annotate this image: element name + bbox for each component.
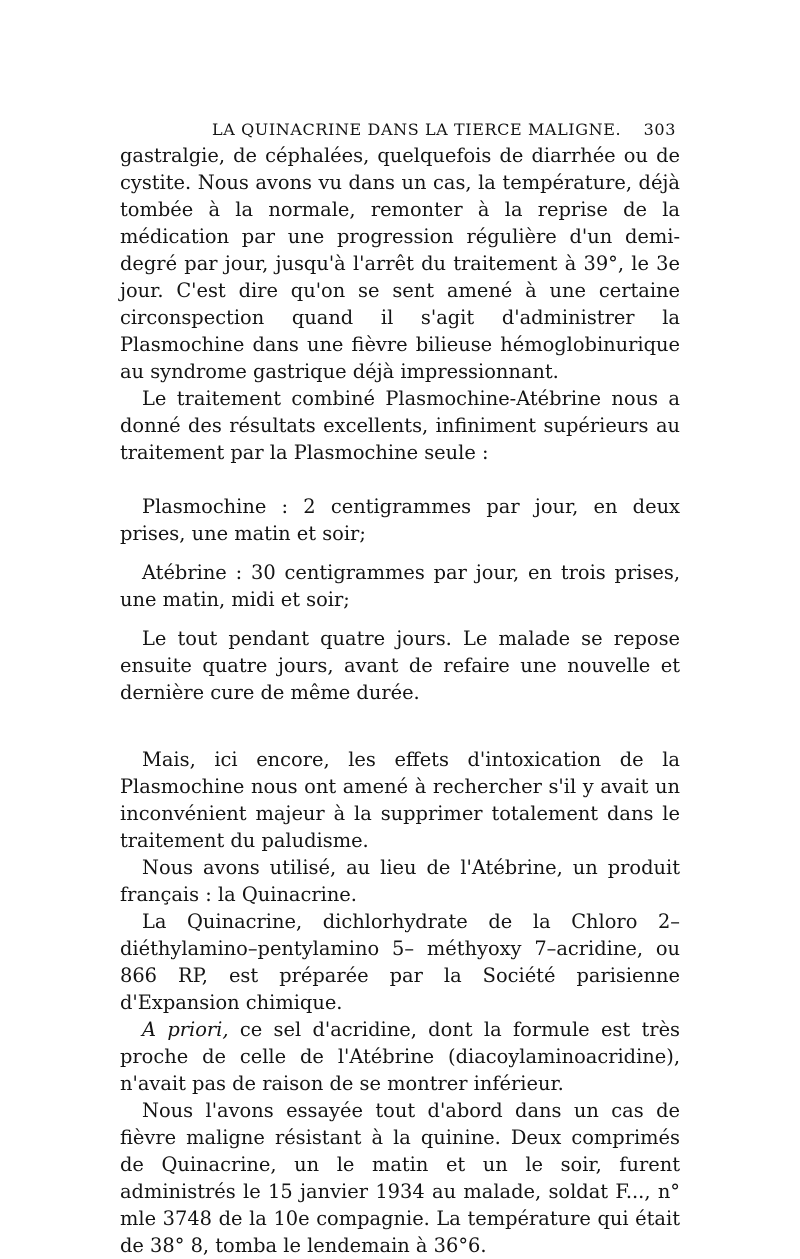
dosage-atebrine: Atébrine : 30 centigrammes par jour, en trois prises, une matin, midi et soir;: [120, 561, 680, 611]
paragraph-quinacrine-intro: Nous avons utilisé, au lieu de l'Atébrine, un produit français : la Quinacrine.: [120, 856, 680, 906]
paragraph-intoxication: Mais, ici encore, les effets d'intoxication de la Plasmochine nous ont amené à rechercher s'il y avait un inconvénient majeur à la supprimer totalement dans le traitement du paludisme.: [120, 748, 680, 852]
paragraph-first-trial: Nous l'avons essayée tout d'abord dans un cas de fièvre maligne résistant à la quinine. Deux comprimés de Quinacrine, un le matin et un le soir, furent administrés le 15 janvier 1934 au malade, soldat F..., n° mle 3748 de la 10e compagnie. La température qui était de 38° 8, tomba le lendemain à 36°6.: [120, 1099, 680, 1257]
paragraph-quinacrine-composition: La Quinacrine, dichlorhydrate de la Chloro 2–diéthylamino–pentylamino 5– méthyoxy 7–acridine, ou 866 RP, est préparée par la Société parisienne d'Expansion chimique.: [120, 910, 680, 1014]
a-priori-text: ce sel d'acridine, dont la formule est très proche de celle de l'Atébrine (diacoylaminoacridine), n'avait pas de raison de se montrer inférieur.: [120, 1018, 680, 1095]
paragraph-plasmochine-side-effects: gastralgie, de céphalées, quelquefois de diarrhée ou de cystite. Nous avons vu dans un cas, la température, déjà tombée à la normale, remonter à la reprise de la médication par une progression régulière d'un demi-degré par jour, jusqu'à l'arrêt du traitement à 39°, le 3e jour. C'est dire qu'on se sent amené à une certaine circonspection quand il s'agit d'administrer la Plasmochine dans une fièvre bilieuse hémoglobinurique au syndrome gastrique déjà impressionnant.: [120, 144, 680, 383]
a-priori-phrase: A priori,: [142, 1018, 229, 1041]
page-number: 303: [643, 120, 676, 139]
paragraph-a-priori: [120, 1016, 680, 1097]
paragraph-combined-treatment: Le traitement combiné Plasmochine-Atébrine nous a donné des résultats excellents, infiniment supérieurs au traitement par la Plasmochine seule :: [120, 387, 680, 464]
running-header: [120, 112, 680, 142]
running-title: LA QUINACRINE DANS LA TIERCE MALIGNE.: [212, 120, 622, 139]
dosage-plasmochine: Plasmochine : 2 centigrammes par jour, en deux prises, une matin et soir;: [120, 495, 680, 545]
paragraph-cure-duration: Le tout pendant quatre jours. Le malade se repose ensuite quatre jours, avant de refaire une nouvelle et dernière cure de même durée.: [120, 627, 680, 704]
book-page: [120, 112, 680, 1259]
